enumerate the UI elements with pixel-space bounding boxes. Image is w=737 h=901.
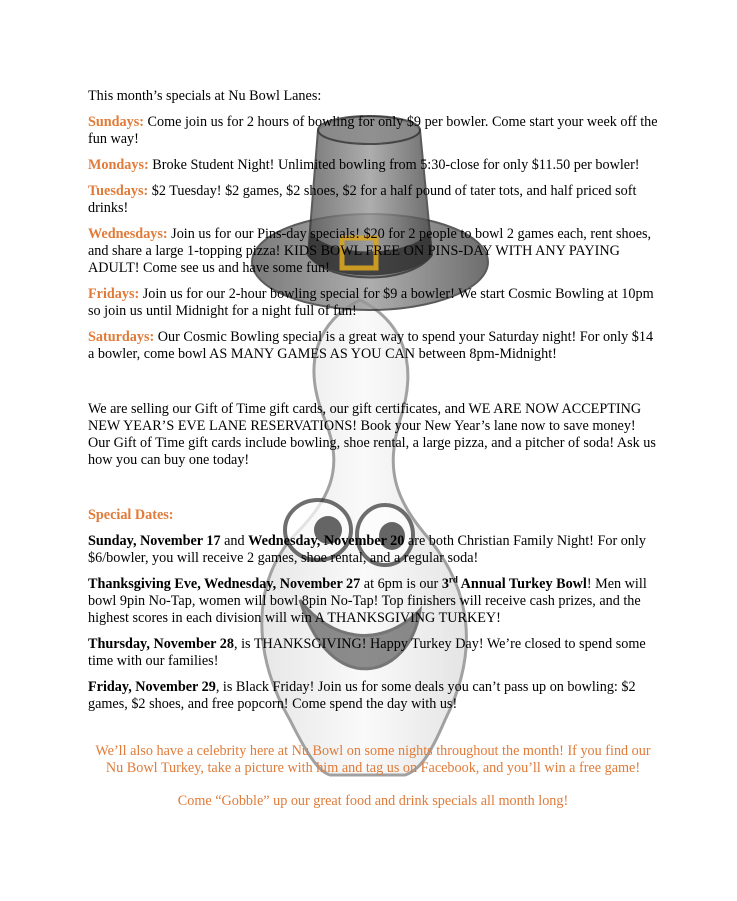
special-mondays [88,157,658,174]
celebrity-paragraph: We’ll also have a celebrity here at Nu Bowl on some nights throughout the month! If you find our Nu Bowl Turkey, take a picture with him and tag us on Facebook, and you’ll win a free game! [95,743,651,776]
date-text: are both Christian Family Night! For only $6/bowler, you will receive 2 games, shoe rental, and a regular soda! [88,533,646,566]
gobble-line: Come “Gobble” up our great food and drink specials all month long! [177,793,569,809]
day-label: Fridays: [88,286,140,302]
date-family-night [88,533,658,567]
ordinal-suffix: rd [448,574,458,585]
date-bold: Thursday, November 28 [88,636,234,652]
day-text: Come join us for 2 hours of bowling for only $9 per bowler. Come start your week off the fun way! [88,114,658,147]
flyer-document [88,88,658,819]
special-tuesdays [88,183,658,217]
date-black-friday [88,679,658,713]
date-text: at 6pm is our [360,576,442,592]
date-turkey-bowl [88,576,658,627]
date-bold: Sunday, November 17 [88,533,221,549]
intro-line: This month’s specials at Nu Bowl Lanes: [88,88,322,104]
date-text: ! Men will bowl 9pin No-Tap, women will bowl 8pin No-Tap! Top finishers will receive cash prizes, and the highest scores in each division will win A THANKSGIVING TURKEY! [88,576,647,626]
date-bold [442,576,587,592]
special-sundays [88,114,658,148]
day-label: Sundays: [88,114,144,130]
special-fridays [88,286,658,320]
date-bold: Wednesday, November 20 [248,533,405,549]
date-text: and [220,533,249,549]
gift-paragraph: We are selling our Gift of Time gift cards, our gift certificates, and WE ARE NOW ACCEPTING NEW YEAR’S EVE LANE RESERVATIONS! Book your New Year’s lane now to save money! Our Gift of Time gift cards include bowling, shoe rental, a large pizza, and a pitcher of soda! Ask us how you can buy one today! [88,401,656,468]
date-thanksgiving [88,636,658,670]
day-label: Saturdays: [88,329,155,345]
special-saturdays [88,329,658,363]
day-text: Broke Student Night! Unlimited bowling from 5:30-close for only $11.50 per bowler! [148,157,640,173]
day-text: Join us for our Pins-day specials! $20 for 2 people to bowl 2 games each, rent shoes, and share a large 1-topping pizza! KIDS BOWL FREE ON PINS-DAY WITH ANY PAYING ADULT! Come see us and have some fun! [88,226,652,276]
event-name: Annual Turkey Bowl [457,576,587,592]
day-text: Join us for our 2-hour bowling special for $9 a bowler! We start Cosmic Bowling at 10pm so join us until Midnight for a night full of fun! [88,286,654,319]
day-label: Tuesdays: [88,183,149,199]
special-wednesdays [88,226,658,277]
date-bold: Friday, November 29 [88,679,216,695]
date-bold: Thanksgiving Eve, Wednesday, November 27 [88,576,361,592]
ordinal-number: 3 [441,576,449,592]
date-text: , is THANKSGIVING! Happy Turkey Day! We’re closed to spend some time with our families! [88,636,646,669]
date-text: , is Black Friday! Join us for some deals you can’t pass up on bowling: $2 games, $2 shoes, and free popcorn! Come spend the day with us! [88,679,636,712]
day-text: Our Cosmic Bowling special is a great way to spend your Saturday night! For only $14 a bowler, come bowl AS MANY GAMES AS YOU CAN between 8pm-Midnight! [88,329,654,362]
day-label: Wednesdays: [88,226,168,242]
special-dates-heading: Special Dates: [88,507,174,523]
day-label: Mondays: [88,157,149,173]
day-text: $2 Tuesday! $2 games, $2 shoes, $2 for a half pound of tater tots, and half priced soft drinks! [88,183,637,216]
